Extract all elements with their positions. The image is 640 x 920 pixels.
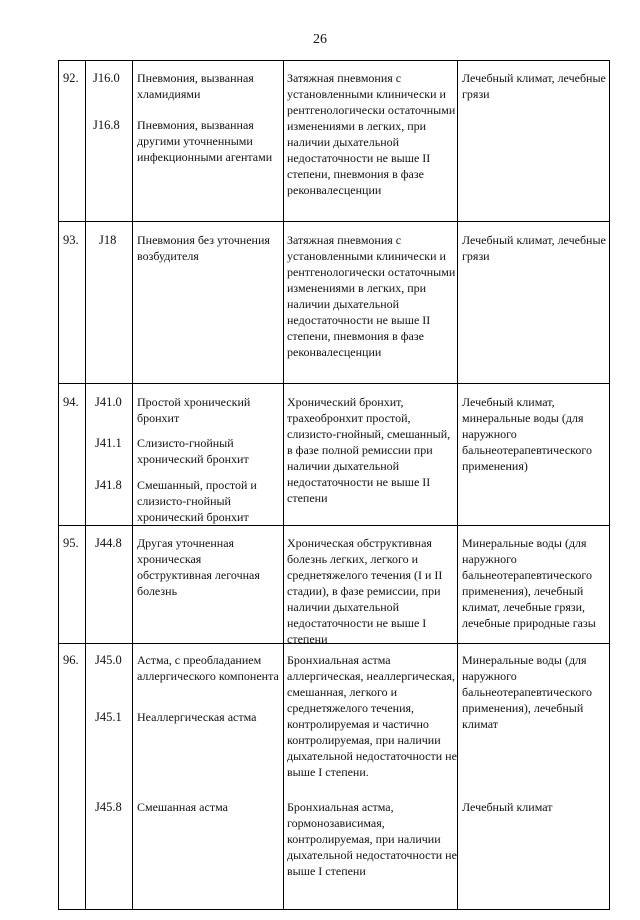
page-number: 26 [313,32,327,47]
diagnosis-name: Пневмония, вызванная другими уточненными инфекционными агентами [137,118,273,164]
column-divider [132,61,133,909]
row-number: 93. [63,233,79,247]
therapeutic-factors: Лечебный климат, лечебные грязи [462,233,606,263]
indication-conditions: Бронхиальная астма аллергическая, неаллергическая, смешанная, легкого и среднетяжелого течения, контролируемая и частично контролируемая, при наличии дыхательной недостаточности не выше I степени. [287,653,457,779]
icd-code: J16.8 [93,118,120,132]
icd-code: J41.1 [95,436,122,450]
row-number: 95. [63,536,79,550]
indication-conditions: Хроническая обструктивная болезнь легких, легкого и среднетяжелого течения (I и II стадии), в фазе ремиссии, при наличии дыхательной недостаточности не выше I степени [287,536,443,646]
row-divider [59,221,609,222]
diagnosis-name: Смешанная астма [137,800,228,814]
indication-conditions: Затяжная пневмония с установленными клинически и рентгенологически остаточными изменениями в легких, при наличии дыхательной недостаточности не выше II степени, пневмония в фазе реконвалесценции [287,233,456,359]
column-divider [283,61,284,909]
diagnosis-name: Смешанный, простой и слизисто-гнойный хронический бронхит [137,478,257,524]
indication-conditions: Хронический бронхит, трахеобронхит простой, слизисто-гнойный, смешанный, в фазе полной ремиссии при наличии дыхательной недостаточности не выше II степени [287,395,451,505]
icd-code: J45.0 [95,653,122,667]
diagnosis-name: Другая уточненная хроническая обструктивная легочная болезнь [137,536,260,598]
diagnosis-name: Неаллергическая астма [137,710,257,724]
therapeutic-factors: Лечебный климат [462,800,553,814]
indications-table [58,60,610,910]
therapeutic-factors: Минеральные воды (для наружного бальнеотерапевтического применения), лечебный климат [462,653,592,731]
therapeutic-factors: Минеральные воды (для наружного бальнеотерапевтического применения), лечебный климат, лечебные грязи, лечебные природные газы [462,536,596,630]
icd-code: J45.1 [95,710,122,724]
therapeutic-factors: Лечебный климат, лечебные грязи [462,71,606,101]
indication-conditions: Бронхиальная астма, гормонозависимая, контролируемая, при наличии дыхательной недостаточности не выше I степени [287,800,457,878]
row-number: 92. [63,71,79,85]
diagnosis-name: Пневмония без уточнения возбудителя [137,233,270,263]
diagnosis-name: Пневмония, вызванная хламидиями [137,71,254,101]
column-divider [457,61,458,909]
diagnosis-name: Астма, с преобладанием аллергического компонента [137,653,279,683]
icd-code: J41.0 [95,395,122,409]
icd-code: J16.0 [93,71,120,85]
row-divider [59,383,609,384]
diagnosis-name: Слизисто-гнойный хронический бронхит [137,436,249,466]
icd-code: J18 [99,233,117,247]
therapeutic-factors: Лечебный климат, минеральные воды (для наружного бальнеотерапевтического применения) [462,395,592,473]
icd-code: J44.8 [95,536,122,550]
indication-conditions: Затяжная пневмония с установленными клинически и рентгенологически остаточными изменениями в легких, при наличии дыхательной недостаточности не выше II степени, пневмония в фазе реконвалесценции [287,71,456,197]
icd-code: J45.8 [95,800,122,814]
icd-code: J41.8 [95,478,122,492]
row-number: 94. [63,395,79,409]
column-divider [85,61,86,909]
row-divider [59,525,609,526]
diagnosis-name: Простой хронический бронхит [137,395,251,425]
row-number: 96. [63,653,79,667]
